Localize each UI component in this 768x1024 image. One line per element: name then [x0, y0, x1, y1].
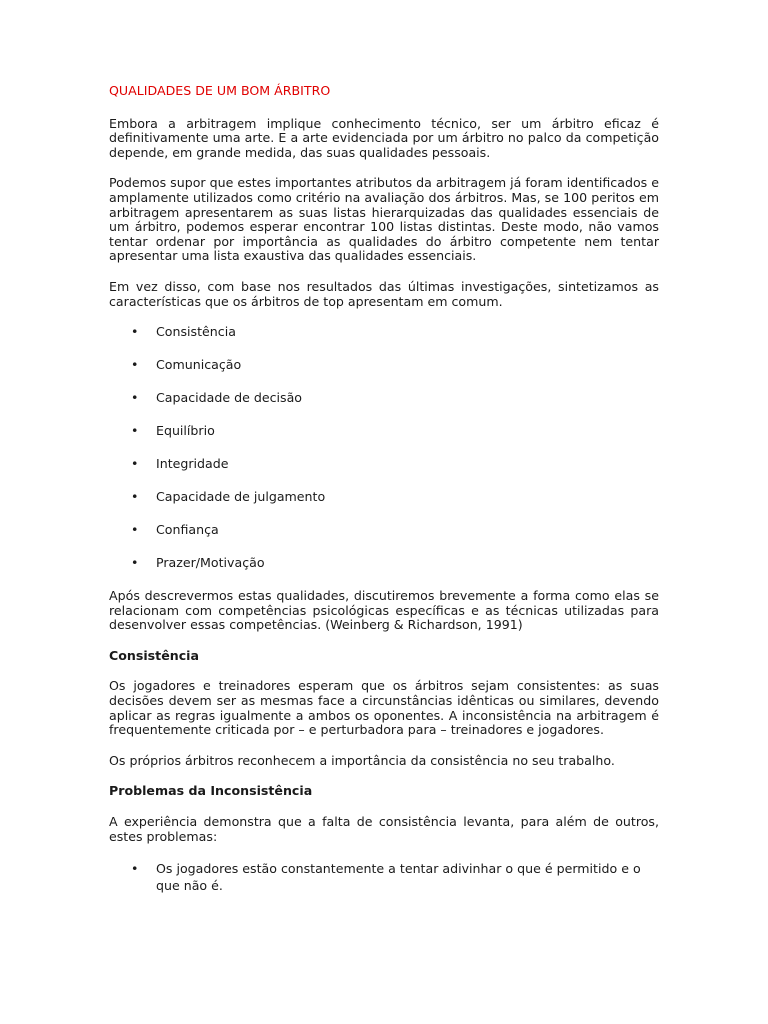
- intro-paragraph-3: Em vez disso, com base nos resultados das últimas investigações, sintetizamos as características que os árbitros de top apresentam em comum.: [109, 278, 659, 309]
- inconsistency-paragraph-1: A experiência demonstra que a falta de consistência levanta, para além de outros, estes problemas:: [109, 813, 659, 844]
- qualities-list: [109, 325, 659, 570]
- list-item: [109, 490, 659, 505]
- intro-paragraph-1: Embora a arbitragem implique conhecimento técnico, ser um árbitro eficaz é definitivamente uma arte. E a arte evidenciada por um árbitro no palco da competição depende, em grande medida, das suas qualidades pessoais.: [109, 115, 659, 160]
- bullet-icon: •: [131, 489, 139, 505]
- consistency-paragraph-2: Os próprios árbitros reconhecem a importância da consistência no seu trabalho.: [109, 752, 615, 768]
- list-item-text: Capacidade de julgamento: [156, 489, 326, 505]
- section-heading-inconsistency: Problemas da Inconsistência: [109, 783, 313, 799]
- list-item-text: Prazer/Motivação: [156, 555, 265, 571]
- list-item-text: Consistência: [156, 324, 236, 340]
- list-item: [109, 523, 659, 538]
- list-item-text: Comunicação: [156, 357, 242, 373]
- bullet-icon: •: [131, 555, 139, 571]
- bullet-icon: •: [131, 456, 139, 472]
- consistency-paragraph-1: Os jogadores e treinadores esperam que os árbitros sejam consistentes: as suas decisões devem ser as mesmas face a circunstâncias idênticas ou similares, devendo aplicar as regras igualmente a ambos os oponentes. A inconsistência na arbitragem é frequentemente criticada por – e perturbadora para – treinadores e jogadores.: [109, 678, 659, 738]
- list-item: [109, 860, 659, 894]
- bullet-icon: •: [131, 522, 139, 538]
- document-title: QUALIDADES DE UM BOM ÁRBITRO: [109, 83, 331, 98]
- bullet-icon: •: [131, 324, 139, 340]
- bullet-icon: •: [131, 861, 139, 877]
- list-item-text: Confiança: [156, 522, 219, 538]
- list-item-text: Capacidade de decisão: [156, 390, 302, 406]
- list-item: [109, 358, 659, 373]
- list-item-text: Os jogadores estão constantemente a tentar adivinhar o que é permitido e o que não é.: [156, 861, 641, 894]
- problems-list: [109, 860, 659, 894]
- list-item: [109, 457, 659, 472]
- list-item: [109, 391, 659, 406]
- bullet-icon: •: [131, 423, 139, 439]
- document-body: [109, 84, 659, 913]
- list-item-text: Equilíbrio: [156, 423, 215, 439]
- list-item: [109, 325, 659, 340]
- bullet-icon: •: [131, 357, 139, 373]
- list-item: [109, 556, 659, 571]
- list-item-text: Integridade: [156, 456, 229, 472]
- after-list-paragraph: Após descrevermos estas qualidades, discutiremos brevemente a forma como elas se relacionam com competências psicológicas específicas e as técnicas utilizadas para desenvolver essas competências. (Weinberg & Richardson, 1991): [109, 588, 659, 633]
- bullet-icon: •: [131, 390, 139, 406]
- list-item: [109, 424, 659, 439]
- section-heading-consistency: Consistência: [109, 647, 199, 663]
- intro-paragraph-2: Podemos supor que estes importantes atributos da arbitragem já foram identificados e amplamente utilizados como critério na avaliação dos árbitros. Mas, se 100 peritos em arbitragem apresentarem as suas listas hierarquizadas das qualidades essenciais de um árbitro, podemos esperar encontrar 100 listas distintas. Deste modo, não vamos tentar ordenar por importância as qualidades do árbitro competente nem tentar apresentar uma lista exaustiva das qualidades essenciais.: [109, 175, 659, 264]
